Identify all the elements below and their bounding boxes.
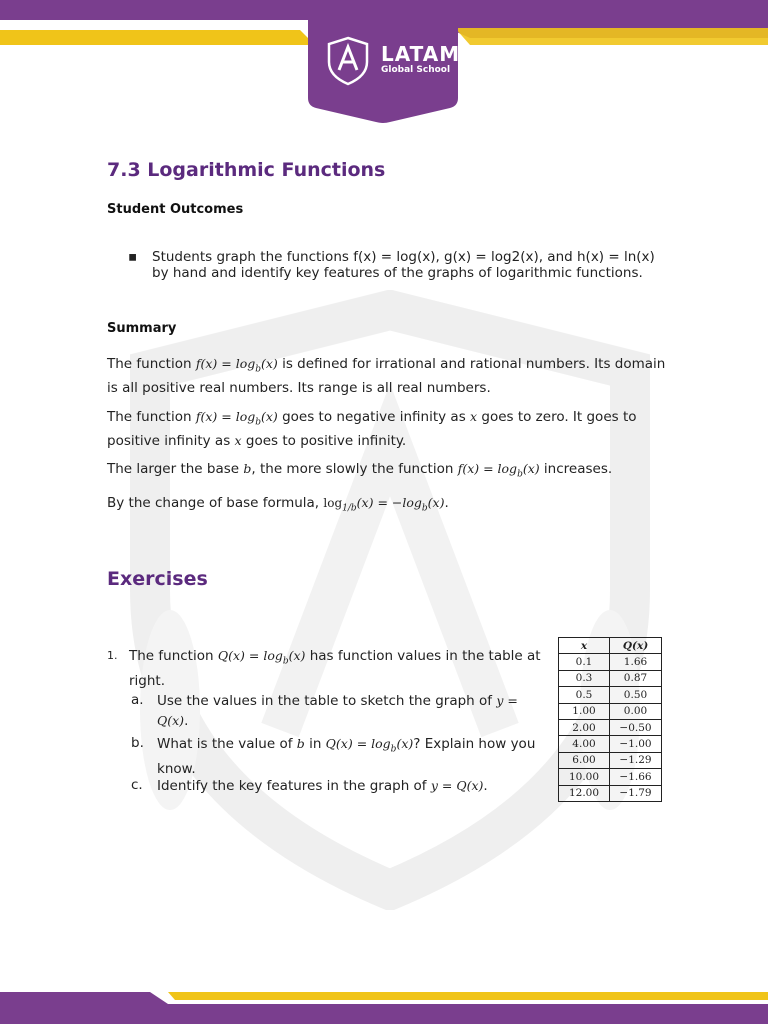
summary-paragraph-1: The function $f(x) = \log_b(x)$ is defined for irrational and rational numbers. Its domain is all positive real numbers. Its range is all real numbers. [107,356,666,396]
table-row [559,785,662,801]
logo-name: LATAM [381,42,461,66]
table-cell-qx: −1.00 [610,736,662,752]
table-cell-qx: −1.29 [610,752,662,768]
table-row [559,670,662,686]
table-cell-qx: −1.66 [610,769,662,785]
summary-paragraph-2: The function $f(x) = \log_b(x)$ goes to negative infinity as x goes to zero. It goes to positive infinity as x goes to positive infinity. [107,409,637,449]
outcome-text: Students graph the functions f(x) = log(x), g(x) = log2(x), and h(x) = ln(x) by hand and identify key features of the graphs of logarithmic functions. [152,249,655,281]
exercise-1-text: The function $Q(x) = \log_b(x)$ has function values in the table at right. [129,648,541,689]
table-row [559,752,662,768]
part-c-label: c. [131,777,143,793]
table-cell-x: 12.00 [559,785,610,801]
part-a-label: a. [131,692,144,708]
table-row [559,654,662,670]
table-cell-x: 0.3 [559,670,610,686]
table-row [559,719,662,735]
table-cell-qx: −1.79 [610,785,662,801]
table-cell-x: 0.5 [559,687,610,703]
values-table [558,637,662,802]
table-cell-qx: 1.66 [610,654,662,670]
table-cell-qx: 0.00 [610,703,662,719]
summary-heading: Summary [107,321,177,336]
table-cell-x: 4.00 [559,736,610,752]
footer-banner [0,984,768,1024]
table-cell-x: 0.1 [559,654,610,670]
part-c-text: Identify the key features in the graph of y = Q(x). [157,778,488,794]
part-a-text: Use the values in the table to sketch the graph of y = Q(x). [157,693,518,729]
logo [381,43,460,76]
page-title: 7.3 Logarithmic Functions [107,159,386,181]
table-row [559,687,662,703]
summary-paragraph-3: The larger the base b, the more slowly the function $f(x) = \log_b(x)$ increases. [107,461,613,480]
outcomes-heading: Student Outcomes [107,202,244,217]
table-row [559,736,662,752]
exercises-heading: Exercises [107,568,208,590]
table-cell-x: 1.00 [559,703,610,719]
table-cell-x: 6.00 [559,752,610,768]
table-row [559,703,662,719]
part-b-label: b. [131,735,144,751]
exercise-number: 1. [107,649,118,662]
table-header-qx: Q(x) [610,638,662,654]
table-cell-x: 2.00 [559,719,610,735]
table-cell-qx: −0.50 [610,719,662,735]
logo-tagline: Global School [381,65,451,75]
summary-paragraph-4: By the change of base formula, $\log_{1/b}(x) = -\log_b(x)$. [107,495,449,514]
table-cell-x: 10.00 [559,769,610,785]
bullet-icon: ▪ [128,249,138,265]
table-row [559,769,662,785]
part-b-text: What is the value of b in $Q(x) = \log_b(x)$? Explain how you know. [157,736,536,777]
table-cell-qx: 0.87 [610,670,662,686]
table-cell-qx: 0.50 [610,687,662,703]
shield-a-icon [325,36,371,86]
table-header-x: x [559,638,610,654]
